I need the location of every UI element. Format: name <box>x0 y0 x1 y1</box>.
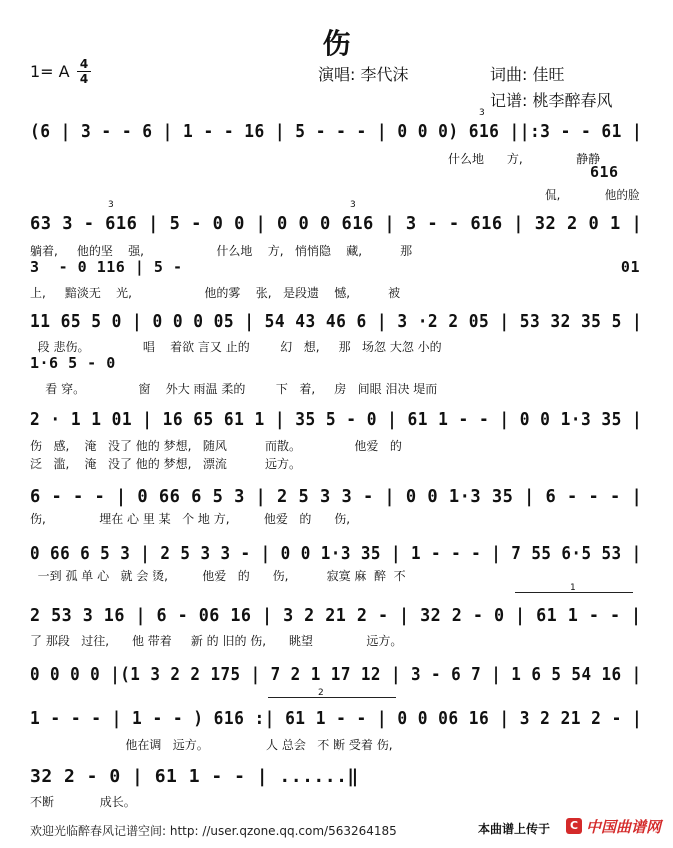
staff-row-7 <box>30 605 642 627</box>
lyric-line: 伤 感, 淹 没了 他的 梦想, 随风 而散。 他爱 的 <box>30 439 402 453</box>
time-signature-top: 4 <box>79 57 89 71</box>
staff-row-3 <box>30 311 642 333</box>
lyric-line: 看 穿。 窗 外大 雨温 柔的 下 着, 房 间眼 泪决 堤而 <box>30 382 438 396</box>
lyric-line: 他在调 远方。 人 总会 不 断 受着 伤, <box>30 738 393 752</box>
staff-row-8 <box>30 664 642 686</box>
notation-line: 1 - - - | 1 - - ) 616 :| 61 1 - - | 0 0 06 16 | 3 2 21 2 - | <box>30 708 643 729</box>
notation-line: 0 0 0 0 |(1 3 2 2 175 | 7 2 1 17 12 | 3 - 6 7 | 1 6 5 54 16 | <box>30 664 642 685</box>
notation-line: 63 3 - 616 | 5 - 0 0 | 0 0 0 616 | 3 - - 616 | 32 2 0 1 | <box>30 213 643 234</box>
lyrics-music-credit: 词曲: 佳旺 <box>490 65 565 84</box>
logo-text: 中国曲谱网 <box>586 818 662 836</box>
notation-line: 1·6 5 - 0 <box>30 354 116 372</box>
performer-credit: 演唱: 李代沫 <box>318 65 409 84</box>
staff-row-10 <box>30 766 642 788</box>
staff-row-1 <box>30 121 642 143</box>
key-signature: 1= A <box>30 62 70 81</box>
notation-line: 2 · 1 1 01 | 16 65 61 1 | 35 5 - 0 | 61 1 - - | 0 0 1·3 35 | <box>30 409 643 430</box>
lyric-line: 什么地 方, 静静 <box>448 152 601 166</box>
notation-line: 2 53 3 16 | 6 - 06 16 | 3 2 21 2 - | 32 2 - 0 | 61 1 - - | <box>30 605 642 626</box>
staff-row-6 <box>30 543 642 565</box>
lyric-line: 一到 孤 单 心 就 会 烫, 他爱 的 伤, 寂寞 麻 醉 不 <box>30 569 406 583</box>
lyric-line: 上, 黯淡无 光, 他的雾 张, 是段遗 憾, 被 <box>30 286 401 300</box>
volta-bracket <box>268 697 396 698</box>
staff-row-2 <box>30 213 642 235</box>
notation-line: 6 - - - | 0 66 6 5 3 | 2 5 3 3 - | 0 0 1·3 35 | 6 - - - | <box>30 486 643 507</box>
staff-row-5 <box>30 486 642 508</box>
transcriber-credit: 记谱: 桃李醉春风 <box>490 91 613 110</box>
lyric-line: 了 那段 过往, 他 带着 新 的 旧的 伤, 眺望 远方。 <box>30 634 403 648</box>
notation-line: 32 2 - 0 | 61 1 - - | ......‖ <box>30 766 359 787</box>
triplet-mark: 3 <box>108 200 114 210</box>
triplet-mark: 3 <box>350 200 356 210</box>
lyric-line: 躺着, 他的坚 强, 什么地 方, 悄悄隐 藏, 那 <box>30 244 413 258</box>
staff-row-4 <box>30 409 642 431</box>
notation-line: (6 | 3 - - 6 | 1 - - 16 | 5 - - - | 0 0 0) 616 ||:3 - - 61 | <box>30 121 643 142</box>
volta-number: 1 <box>570 583 576 593</box>
lyric-line: 不断 成长。 <box>30 795 136 809</box>
site-logo <box>566 816 662 836</box>
upload-note: 本曲谱上传于 <box>478 822 551 836</box>
lyric-line: 伤, 埋在 心 里 某 个 地 方, 他爱 的 伤, <box>30 512 351 526</box>
volta-number: 2 <box>318 688 324 698</box>
time-signature-bottom: 4 <box>79 72 89 86</box>
staff-row-9 <box>30 708 642 730</box>
lyric-line: 泛 滥, 淹 没了 他的 梦想, 漂流 远方。 <box>30 457 301 471</box>
footer-note: 欢迎光临醉春风记谱空间: http: //user.qzone.qq.com/563264185 <box>30 824 397 838</box>
notation-line: 0 66 6 5 3 | 2 5 3 3 - | 0 0 1·3 35 | 1 - - - | 7 55 6·5 53 | <box>30 543 642 564</box>
notation-line: 3 - 0 116 | 5 - 01 <box>30 258 640 276</box>
triplet-mark: 3 <box>479 108 485 118</box>
logo-icon: C <box>566 818 582 834</box>
song-title: 伤 <box>322 27 351 60</box>
lyric-line: 侃, 他的脸 <box>545 188 640 202</box>
notation-line: 616 <box>590 163 619 181</box>
lyric-line: 段 悲伤。 唱 着欲 言又 止的 幻 想, 那 场忽 大忽 小的 <box>30 340 442 354</box>
notation-line: 11 65 5 0 | 0 0 0 05 | 54 43 46 6 | 3 ·2 2 05 | 53 32 35 5 | <box>30 311 643 332</box>
